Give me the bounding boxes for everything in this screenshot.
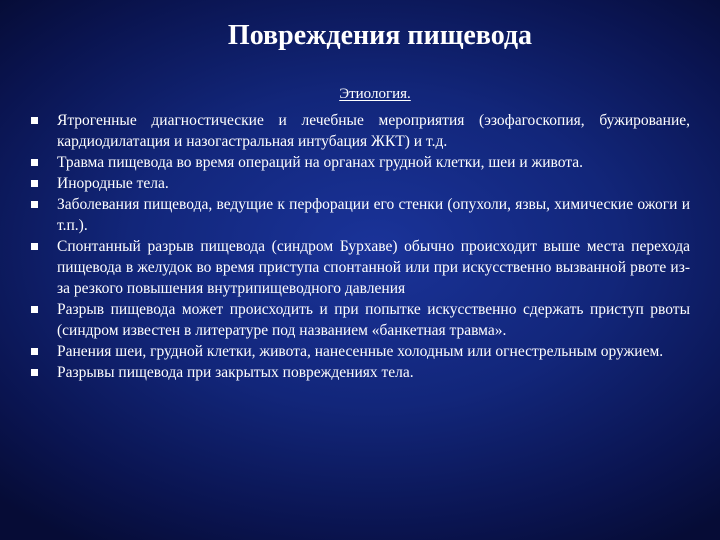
list-item-text: Инородные тела. [57,175,169,192]
list-item-text: Спонтанный разрыв пищевода (синдром Бурхаве) обычно происходит выше места перехода пищевода в желудок во время приступа спонтанной или при искусственно вызванной рвоте из-за резкого повышения внутрипищеводного давления [57,238,690,297]
square-bullet-icon [31,117,38,124]
list-item [0,194,720,236]
list-item [0,236,720,299]
list-item-text: Ранения шеи, грудной клетки, живота, нанесенные холодным или огнестрельным оружием. [57,343,664,360]
square-bullet-icon [31,159,38,166]
square-bullet-icon [31,306,38,313]
square-bullet-icon [31,348,38,355]
etiology-list [0,110,720,383]
square-bullet-icon [31,180,38,187]
list-item-text: Разрыв пищевода может происходить и при попытке искусственно сдержать приступ рвоты (синдром известен в литературе под названием «банкетная травма». [57,301,690,339]
list-item [0,152,720,173]
list-item-text: Ятрогенные диагностические и лечебные мероприятия (эзофагоскопия, бужирование, кардиодилатация и назогастральная интубация ЖКТ) и т.д. [57,112,690,150]
square-bullet-icon [31,369,38,376]
list-item-text: Травма пищевода во время операций на органах грудной клетки, шеи и живота. [57,154,583,171]
square-bullet-icon [31,243,38,250]
list-item-text: Разрывы пищевода при закрытых повреждениях тела. [57,364,414,381]
square-bullet-icon [31,201,38,208]
slide-subtitle: Этиология. [339,86,411,102]
slide-title: Повреждения пищевода [227,20,533,51]
list-item [0,299,720,341]
list-item-text: Заболевания пищевода, ведущие к перфорации его стенки (опухоли, язвы, химические ожоги и т.п.). [57,196,690,234]
list-item [0,341,720,362]
list-item [0,362,720,383]
list-item [0,173,720,194]
list-item [0,110,720,152]
